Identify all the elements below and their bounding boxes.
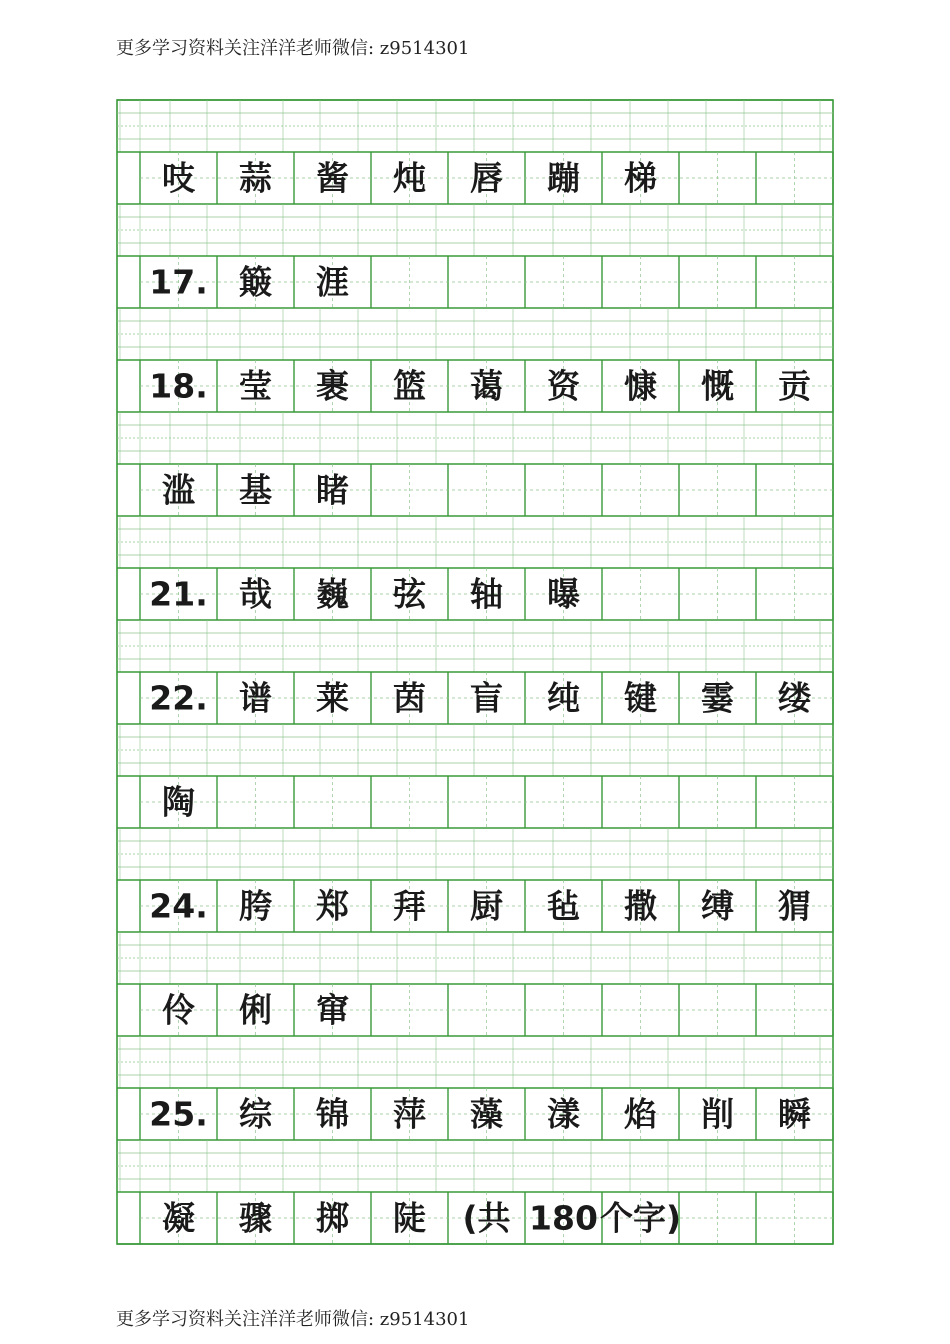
grid-cell-text: 漾 — [547, 1094, 580, 1134]
grid-cell-text: 个字) — [599, 1198, 682, 1238]
grid-cell-text: 谱 — [239, 678, 272, 718]
grid-cell-text: 焰 — [624, 1094, 657, 1134]
grid-cell-text: (共 — [462, 1198, 511, 1238]
grid-cell-text: 陡 — [393, 1198, 426, 1238]
grid-cell-text: 180 — [529, 1198, 598, 1238]
grid-cell-text: 莹 — [239, 366, 272, 406]
grid-cell-text: 厨 — [470, 886, 503, 926]
grid-cell-text: 裹 — [316, 366, 349, 406]
grid-cell-text: 酱 — [316, 158, 349, 198]
grid-cell-text: 拜 — [393, 886, 426, 926]
grid-cell-text: 涯 — [316, 262, 349, 302]
grid-cell-text: 资 — [547, 366, 580, 406]
grid-cell-text: 郑 — [316, 886, 349, 926]
grid-cell-text: 哉 — [239, 574, 272, 614]
grid-cell-text: 盲 — [470, 678, 503, 718]
grid-cell-text: 键 — [624, 678, 657, 718]
grid-cell-text: 睹 — [316, 470, 349, 510]
grid-cell-text: 18. — [149, 366, 208, 406]
grid-cell-text: 伶 — [162, 990, 195, 1030]
grid-cell-text: 霎 — [701, 678, 734, 718]
grid-cell-text: 藻 — [470, 1094, 503, 1134]
grid-cell-text: 17. — [149, 262, 208, 302]
grid-cell-text: 贡 — [778, 366, 811, 406]
grid-cell-text: 巍 — [316, 574, 349, 614]
grid-cell-text: 瞬 — [778, 1094, 811, 1134]
grid-cell-text: 掷 — [316, 1198, 349, 1238]
grid-cell-text: 毡 — [547, 886, 580, 926]
header-note: 更多学习资料关注洋洋老师微信: z9514301 — [116, 38, 470, 59]
grid-cell-text: 俐 — [239, 990, 272, 1030]
grid-cell-text: 茵 — [393, 678, 426, 718]
grid-cell-text: 胯 — [239, 886, 272, 926]
grid-cell-text: 缚 — [701, 886, 734, 926]
grid-cell-text: 滥 — [162, 470, 195, 510]
grid-cell-text: 篮 — [393, 366, 426, 406]
grid-cell-text: 缕 — [778, 678, 811, 718]
grid-cell-text: 弦 — [393, 574, 426, 614]
grid-cell-text: 22. — [149, 678, 208, 718]
grid-cell-text: 慨 — [701, 366, 734, 406]
grid-cell-text: 纯 — [547, 678, 580, 718]
footer-note: 更多学习资料关注洋洋老师微信: z9514301 — [116, 1309, 470, 1330]
grid-cell-text: 综 — [239, 1094, 272, 1134]
grid-cell-text: 簸 — [239, 262, 272, 302]
grid-cell-text: 削 — [701, 1094, 734, 1134]
grid-cell-text: 猬 — [778, 886, 811, 926]
grid-cell-text: 唇 — [470, 158, 503, 198]
grid-cell-text: 莱 — [316, 678, 349, 718]
grid-cell-text: 慷 — [624, 366, 657, 406]
grid-cell-text: 炖 — [393, 158, 426, 198]
grid-cell-text: 窜 — [316, 990, 349, 1030]
grid-cell-text: 锦 — [316, 1094, 349, 1134]
grid-cell-text: 25. — [149, 1094, 208, 1134]
grid-cell-text: 21. — [149, 574, 208, 614]
grid-cell-text: 凝 — [162, 1198, 195, 1238]
grid-cell-text: 轴 — [470, 574, 503, 614]
grid-cell-text: 蹦 — [547, 158, 580, 198]
grid-cell-text: 吱 — [162, 158, 195, 198]
grid-cell-text: 陶 — [162, 782, 195, 822]
grid-cell-text: 萍 — [393, 1094, 426, 1134]
grid-cell-text: 撒 — [624, 886, 657, 926]
grid-cell-text: 蔼 — [470, 366, 503, 406]
grid-cell-text: 蒜 — [239, 158, 272, 198]
grid-cell-text: 曝 — [547, 574, 580, 614]
grid-cell-text: 24. — [149, 886, 208, 926]
grid-cell-text: 基 — [239, 470, 272, 510]
grid-cell-text: 梯 — [624, 158, 657, 198]
grid-cell-text: 骤 — [239, 1198, 272, 1238]
